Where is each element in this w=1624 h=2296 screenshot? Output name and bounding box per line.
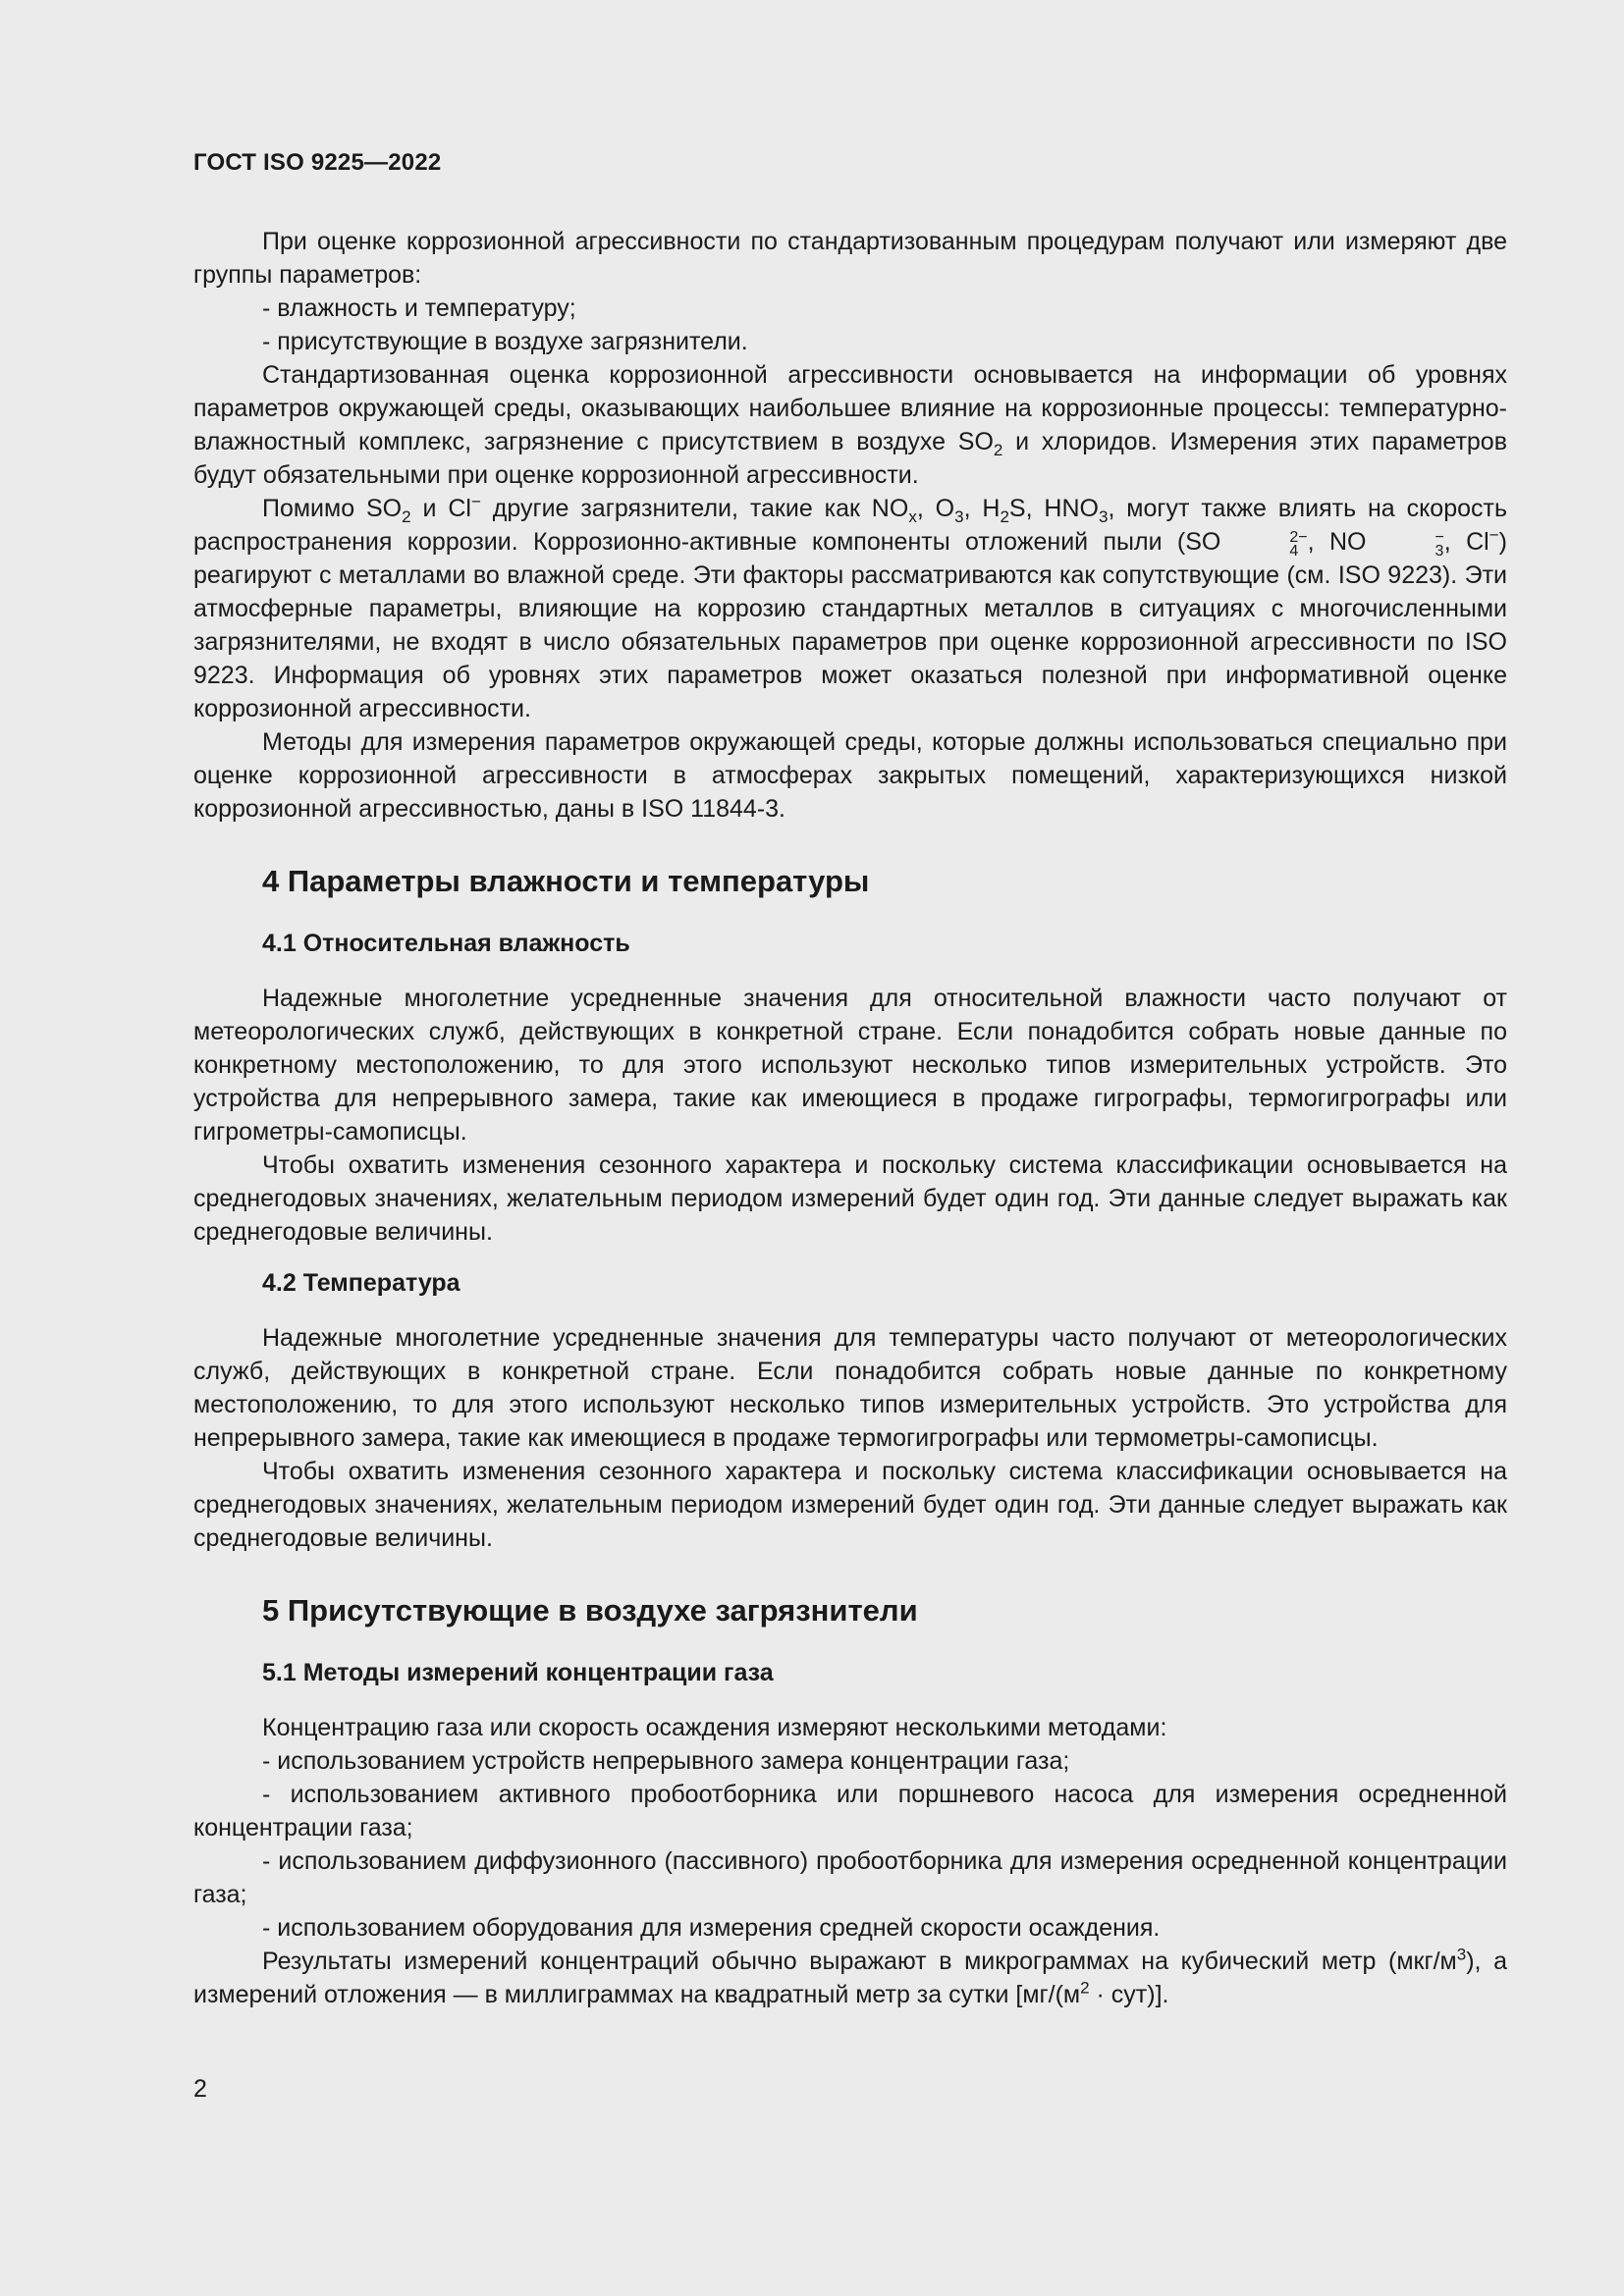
document-code-header: ГОСТ ISO 9225—2022 [193,149,442,176]
section-4-2-paragraph-2: Чтобы охватить изменения сезонного характера и поскольку система классификации основывается на среднегодовых значениях, желательным периодом измерений будет один год. Эти данные следует выражать как среднегодовые величины. [193,1458,1507,1552]
page-content [193,225,1507,2011]
subsection-4-1-title: 4.1 Относительная влажность [262,930,630,957]
section-5-title: 5 Присутствующие в воздухе загрязнители [262,1593,918,1628]
list-item: - использованием диффузионного (пассивного) пробоотборника для измерения осредненной концентрации газа; [193,1847,1507,1908]
subsection-4-2-title: 4.2 Температура [262,1269,460,1297]
intro-paragraph-3: Помимо $SO_2$ и Cl− другие загрязнители, такие как $NO_x$, $O_3$, $H_2S$, $HNO_3$, могут также влиять на скорость распространения коррозии. Коррозионно-активные компоненты отложений пыли (SO 2− 4 , NO − 3 , Cl−) реагируют с металлами во влажной среде. Эти факторы рассматриваются как сопутствующие (см. ISO 9223). Эти атмосферные параметры, влияющие на коррозию стандартных металлов в ситуациях с многочисленными загрязнителями, не входят в число обязательных параметров при оценке коррозионной агрессивности по ISO 9223. Информация об уровнях этих параметров может оказаться полезной при информативной оценке коррозионной агрессивности. [193,492,1507,722]
list-item: - присутствующие в воздухе загрязнители. [262,328,748,355]
section-4-1-paragraph-2: Чтобы охватить изменения сезонного характера и поскольку система классификации основывается на среднегодовых значениях, желательным периодом измерений будет один год. Эти данные следует выражать как среднегодовые величины. [193,1151,1507,1246]
page-number: 2 [193,2075,207,2103]
subsection-5-1-title: 5.1 Методы измерений концентрации газа [262,1659,774,1686]
intro-paragraph-4: Методы для измерения параметров окружающей среды, которые должны использоваться специально при оценке коррозионной агрессивности в атмосферах закрытых помещений, характеризующихся низкой коррозионной агрессивностью, даны в ISO 11844-3. [193,728,1507,823]
list-item: - использованием устройств непрерывного замера концентрации газа; [262,1747,1070,1775]
section-5-1-paragraph-1: Концентрацию газа или скорость осаждения измеряют несколькими методами: [262,1714,1167,1741]
section-4-2-paragraph-1: Надежные многолетние усредненные значения для температуры часто получают от метеорологических служб, действующих в конкретной стране. Если понадобится собрать новые данные по конкретному местоположению, то для этого используют несколько типов измерительных устройств. Это устройства для непрерывного замера, такие как имеющиеся в продаже термогигрографы или термометры-самописцы. [193,1324,1507,1452]
no3-index: − 3 [1435,529,1444,560]
section-5-1-paragraph-2: Результаты измерений концентраций обычно выражают в микрограммах на кубический метр $(мкг/м^3)$, а измерений отложения — в миллиграммах на квадратный метр за сутки $[мг/(м^2 \cdot сут)]$. [193,1945,1508,2008]
list-item: - влажность и температуру; [262,294,576,322]
intro-paragraph-1: При оценке коррозионной агрессивности по стандартизованным процедурам получают или измеряют две группы параметров: [193,228,1507,289]
list-item: - использованием активного пробоотборника или поршневого насоса для измерения осредненной концентрации газа; [193,1781,1507,1842]
list-item: - использованием оборудования для измерения средней скорости осаждения. [262,1914,1161,1942]
intro-paragraph-2: Стандартизованная оценка коррозионной агрессивности основывается на информации об уровнях параметров окружающей среды, оказывающих наибольшее влияние на коррозионные процессы: температурно-влажностный комплекс, загрязнение с присутствием в воздухе $SO_2$ и хлоридов. Измерения этих параметров будут обязательными при оценке коррозионной агрессивности. [193,361,1507,489]
section-4-title: 4 Параметры влажности и температуры [262,864,870,898]
section-4-1-paragraph-1: Надежные многолетние усредненные значения для относительной влажности часто получают от метеорологических служб, действующих в конкретной стране. Если понадобится собрать новые данные по конкретному местоположению, то для этого используют несколько типов измерительных устройств. Это устройства для непрерывного замера, такие как имеющиеся в продаже гигрографы, термогигрографы или гигрометры-самописцы. [193,985,1507,1146]
so4-index: 2− 4 [1289,529,1308,560]
